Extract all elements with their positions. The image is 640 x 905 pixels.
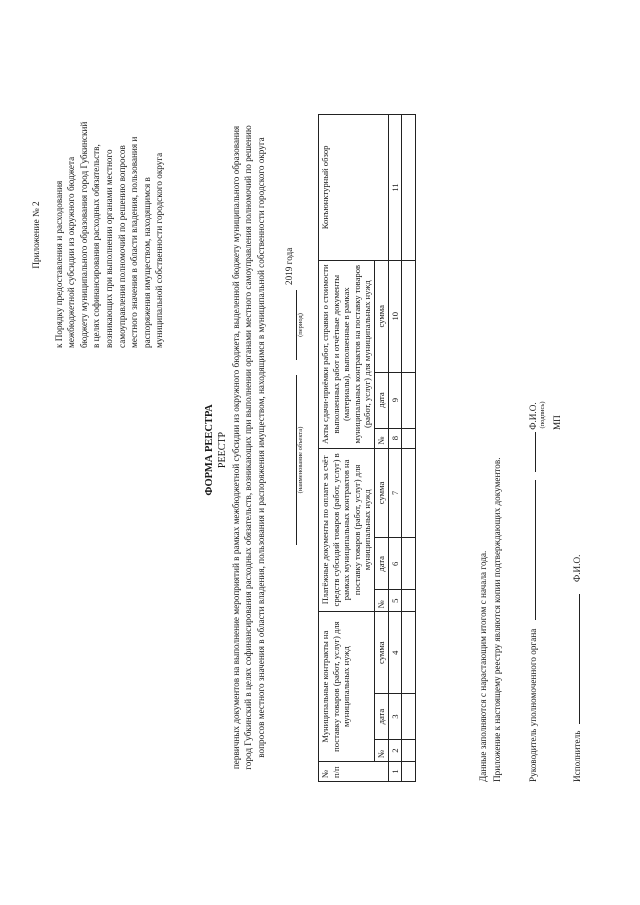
period-line xyxy=(286,290,297,360)
sub-num: № xyxy=(374,590,388,612)
sub-date: дата xyxy=(374,538,388,590)
empty-cell xyxy=(402,740,416,762)
col-number-11: 11 xyxy=(388,115,402,261)
header-payments: Платёжные документы по оплате за счёт средств субсидий товаров (работ, услуг) в рамках муниципальных контрактов на поставку товаров (работ, услуг) для муниципальных нужд xyxy=(319,448,375,612)
sub-sum: сумма xyxy=(374,260,388,372)
header-contracts: Муниципальные контракты на поставку товаров (работ, услуг) для муниципальных нужд xyxy=(319,612,375,762)
col-number-10: 10 xyxy=(388,260,402,372)
empty-cell xyxy=(402,448,416,538)
registry-table xyxy=(318,114,416,782)
empty-cell xyxy=(402,538,416,590)
col-number-4: 4 xyxy=(388,612,402,694)
empty-cell xyxy=(402,115,416,261)
head-fio-line xyxy=(526,432,536,472)
appendix-title: Приложение № 2 xyxy=(31,201,41,269)
col-number-6: 6 xyxy=(388,538,402,590)
registry-description: первичных документов на выполнение мероприятий в рамках межбюджетной субсидии из окружного бюджета, выделенной бюджету муниципального образования город Губкинский в целях софинансирования расходных обязательств, возникающих при выполнении органами местного самоуправления полномочий по решению вопросов местного значения в области владения, пользования и распоряжения имуществом, находящимся в муниципальной собственности городского округа xyxy=(231,125,266,770)
header-num: № п/п xyxy=(319,762,389,782)
year-text: 2019 года xyxy=(284,247,294,285)
empty-cell xyxy=(402,428,416,448)
executor-row xyxy=(570,555,582,782)
table-row xyxy=(402,115,416,782)
header-acts: Акты сдачи-приёмки работ, справки о стоимости выполненных работ и отчётные документы (материалы), выполненные в рамках муниципальных контрактов на поставку товаров (работ, услуг) для муниципальных нужд xyxy=(319,260,375,448)
appendix-block xyxy=(30,120,166,350)
object-name-line xyxy=(286,375,297,545)
form-title: ФОРМА РЕЕСТРА xyxy=(204,404,215,496)
empty-cell xyxy=(402,694,416,740)
executor-line xyxy=(570,594,580,724)
sub-sum: сумма xyxy=(374,612,388,694)
col-number-1: 1 xyxy=(388,762,402,782)
empty-cell xyxy=(402,590,416,612)
signature-caption: (подпись) xyxy=(539,401,546,429)
col-number-8: 8 xyxy=(388,428,402,448)
head-fio-label: Ф.И.О. xyxy=(528,402,538,430)
col-number-7: 7 xyxy=(388,448,402,538)
rotated-sheet xyxy=(18,110,618,790)
head-label: Руководитель уполномоченного органа xyxy=(528,628,538,782)
appendix-text: к Порядку предоставления и расходования межбюджетной субсидии из окружного бюджета бюджету муниципального образования город Губкинский в целях софинансирования расходных обязательств, возникающих при выполнении органами местного самоуправления полномочий по решению вопросов местного значения в области владения, пользования и распоряжения имуществом, находящимся в муниципальной собственности городского округа xyxy=(53,121,165,348)
object-name-caption: (наименование объекта) xyxy=(297,426,304,494)
col-number-9: 9 xyxy=(388,372,402,428)
sub-num: № xyxy=(374,428,388,448)
registry-title: РЕЕСТР xyxy=(217,431,228,469)
sub-date: дата xyxy=(374,372,388,428)
sub-num: № xyxy=(374,740,388,762)
empty-cell xyxy=(402,260,416,372)
head-signature-line xyxy=(526,480,536,620)
stamp-place: МП xyxy=(552,415,562,430)
sub-date: дата xyxy=(374,694,388,740)
col-number-3: 3 xyxy=(388,694,402,740)
sub-sum: сумма xyxy=(374,448,388,538)
col-number-5: 5 xyxy=(388,590,402,612)
note-cumulative: Данные заполняются с нарастающим итогом с начала года. xyxy=(478,550,488,782)
empty-cell xyxy=(402,612,416,694)
period-caption: (период) xyxy=(297,313,304,337)
col-number-2: 2 xyxy=(388,740,402,762)
empty-cell xyxy=(402,372,416,428)
executor-fio-label: Ф.И.О. xyxy=(572,554,582,583)
empty-cell xyxy=(402,762,416,782)
header-market-review: Конъюнктурный обзор xyxy=(319,115,389,261)
note-attachments: Приложение к настоящему реестру являются копии подтверждающих документов. xyxy=(492,457,502,782)
head-signature-row xyxy=(526,402,538,782)
executor-label: Исполнитель xyxy=(572,730,582,782)
